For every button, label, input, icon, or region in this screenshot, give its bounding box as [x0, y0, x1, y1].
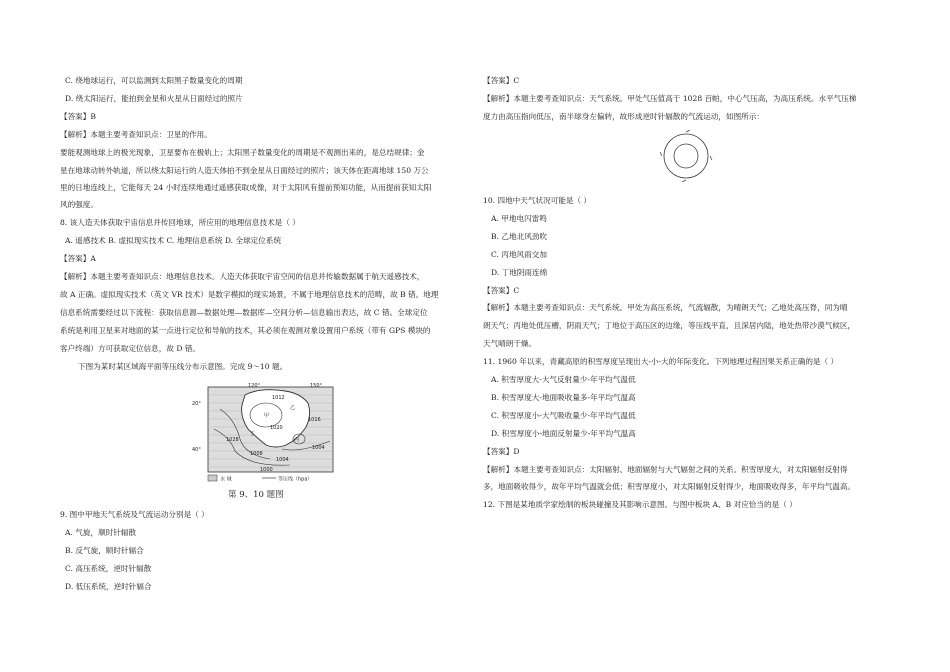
lat-top-label: 20°: [192, 401, 201, 407]
place-yi: 乙: [290, 405, 296, 411]
isobar-label: 1004: [276, 457, 289, 463]
q10-stem: 10. 四地中天气状况可能是（ ）: [483, 196, 592, 205]
legend-water-swatch: [208, 475, 217, 481]
q10-option-c[interactable]: C. 丙地风雨交加: [491, 250, 547, 259]
q10-explanation-line: 天气晴朗干燥。: [483, 339, 537, 348]
q10-explanation-line: 【解析】本题主要考查知识点：天气系统。甲处为高压系统，气流辐散，为晴朗天气；乙地处高压脊，同为晴: [483, 303, 848, 312]
flow-arrow: [660, 152, 662, 156]
q8-explanation-line: 【解析】本题主要考查知识点：地理信息技术。人造天体获取宇宙空间的信息并传输数据属于航天遥感技术，: [60, 272, 425, 281]
legend-isobar-label: 等压线（hpa）: [278, 476, 313, 483]
q7-explanation-line: 风的强度。: [60, 200, 98, 209]
q7-option-d[interactable]: D. 绕太阳运行，能拍到金星和火星从日面经过的照片: [65, 94, 243, 103]
isobar-label: 1000: [260, 467, 273, 473]
figure-intro: 下图为某时某区域海平面等压线分布示意图。完成 9～10 题。: [78, 362, 288, 371]
q11-explanation-line: 多，地面吸收得少，故年平均气温就会低；积雪厚度小，对太阳辐射反射得少，地面吸收得多，年平均气温高。: [483, 482, 856, 491]
isobar-label: 1020: [270, 425, 283, 431]
q10-option-a[interactable]: A. 甲地电闪雷鸣: [491, 214, 547, 223]
q7-explanation-line: 要能观测地球上的极光现象，卫星要布在极轨上；太阳黑子数量变化的周期是不观测出来的，是总结规律；金: [60, 148, 425, 157]
q11-answer: 【答案】D: [483, 447, 520, 456]
figure-caption: 第 9、10 题图: [228, 490, 284, 500]
q8-explanation-line: 系统是利用卫星来对地面的某一点进行定位和导航的技术，其必须在观测对象设置用户系统（带有 GPS 模块的: [60, 326, 431, 335]
q10-option-b[interactable]: B. 乙地北风劲吹: [491, 232, 547, 241]
q11-option-a[interactable]: A. 积雪厚度大-大气反射量少-年平均气温低: [491, 375, 636, 384]
q11-option-d[interactable]: D. 积雪厚度小-地面反射量少-年平均气温高: [491, 429, 636, 438]
anticyclone-diagram: [655, 130, 717, 182]
q10-explanation-line: 朗天气；丙地处低压槽，阴雨天气；丁地位于高压区的边缘，等压线平直，且深居内陆，地处热带沙漠气候区，: [483, 321, 856, 330]
q8-stem: 8. 该人造天体获取宇宙信息并传回地球，所应用的地理信息技术是（ ）: [60, 218, 300, 227]
inner-isobar: [674, 144, 698, 168]
q9-option-a[interactable]: A. 气旋，顺时针辐散: [65, 528, 137, 537]
q7-option-c[interactable]: C. 绕地球运行，可以监测到太阳黑子数量变化的周期: [65, 76, 243, 85]
q11-explanation-line: 【解析】本题主要考查知识点：太阳辐射、地面辐射与大气辐射之间的关系。积雪厚度大，对太阳辐射反射得: [483, 465, 848, 474]
q11-option-c[interactable]: C. 积雪厚度小-大气吸收量少-年平均气温低: [491, 411, 636, 420]
q9-explanation-line: 度力由高压指向低压，南半球身左偏转，故形成逆时针辐散的气流运动，如图所示：: [483, 112, 764, 121]
flow-arrow: [682, 180, 686, 182]
lat-bottom-label: 40°: [192, 447, 201, 453]
legend-water-label: 水 域: [220, 476, 232, 483]
q9-option-b[interactable]: B. 反气旋，顺时针辐合: [65, 546, 144, 555]
q8-explanation-line: 客户终端）方可获取定位信息，故 D 错。: [60, 344, 201, 353]
isobar-label: 1012: [272, 395, 285, 401]
place-ding: 丁: [250, 431, 256, 437]
isobar-map: [190, 379, 340, 489]
q8-answer: 【答案】A: [60, 254, 96, 263]
q12-stem: 12. 下图是某地质学家绘制的板块碰撞及其影响示意图。与图中板块 A、B 对应恰当的是（ ）: [483, 500, 797, 509]
isobar-label: 1016: [308, 417, 321, 423]
q11-stem: 11. 1960 年以来，青藏高原的积雪厚度呈现出大-小-大的年际变化。下列地理过程因果关系正确的是（ ）: [483, 357, 839, 366]
q8-options[interactable]: A. 遥感技术 B. 虚拟现实技术 C. 地理信息系统 D. 全球定位系统: [65, 236, 282, 245]
q7-explanation-line: 里的日地连线上，它能每天 24 小时连续地通过遥感获取成像，对于太阳风有提前预知功能，从而提前获知太阳: [60, 183, 432, 192]
isobar-label: 1008: [250, 451, 263, 457]
q10-answer: 【答案】C: [483, 286, 520, 295]
q9-stem: 9. 图中甲地天气系统及气流运动分别是（ ）: [60, 510, 209, 519]
lon-left-label: 120°: [248, 383, 261, 389]
q10-option-d[interactable]: D. 丁地阴雨连绵: [491, 268, 548, 277]
lon-right-label: 150°: [310, 383, 323, 389]
q9-option-d[interactable]: D. 低压系统，逆时针辐合: [65, 582, 152, 591]
q9-option-c[interactable]: C. 高压系统，逆时针辐散: [65, 564, 152, 573]
flow-arrow: [710, 156, 712, 160]
outer-isobar: [664, 134, 708, 178]
q9-explanation-line: 【解析】本题主要考查知识点：天气系统。甲处气压值高于 1028 百帕，中心气压高，为高压系统。水平气压梯: [483, 94, 857, 103]
isobar-label: 1028: [226, 437, 239, 443]
flow-arrow: [686, 130, 690, 132]
q9-answer: 【答案】C: [483, 76, 520, 85]
q11-option-b[interactable]: B. 积雪厚度大-地面吸收量多-年平均气温高: [491, 393, 636, 402]
q7-explanation-line: 星在地球动转外轨道，所以绕太阳运行的人造天体拍不到金星从日面经过的照片；该天体在距离地球 150 万公: [60, 166, 429, 175]
q7-answer: 【答案】B: [60, 112, 96, 121]
q7-explanation-line: 【解析】本题主要考查知识点：卫星的作用。: [60, 130, 212, 139]
q8-explanation-line: 故 A 正确。虚拟现实技术（英文 VR 技术）是数字模拟的现实场景，不属于地理信息技术的范畴，故 B 错。地理: [60, 290, 439, 299]
place-jia: 甲: [264, 413, 270, 419]
place-bing: 丙: [294, 437, 300, 443]
isobar-label: 1004: [312, 445, 325, 451]
q8-explanation-line: 信息系统需要经过以下流程：获取信息源—数据处理—数据库—空间分析—信息输出表达，故 C 错。全球定位: [60, 308, 428, 317]
